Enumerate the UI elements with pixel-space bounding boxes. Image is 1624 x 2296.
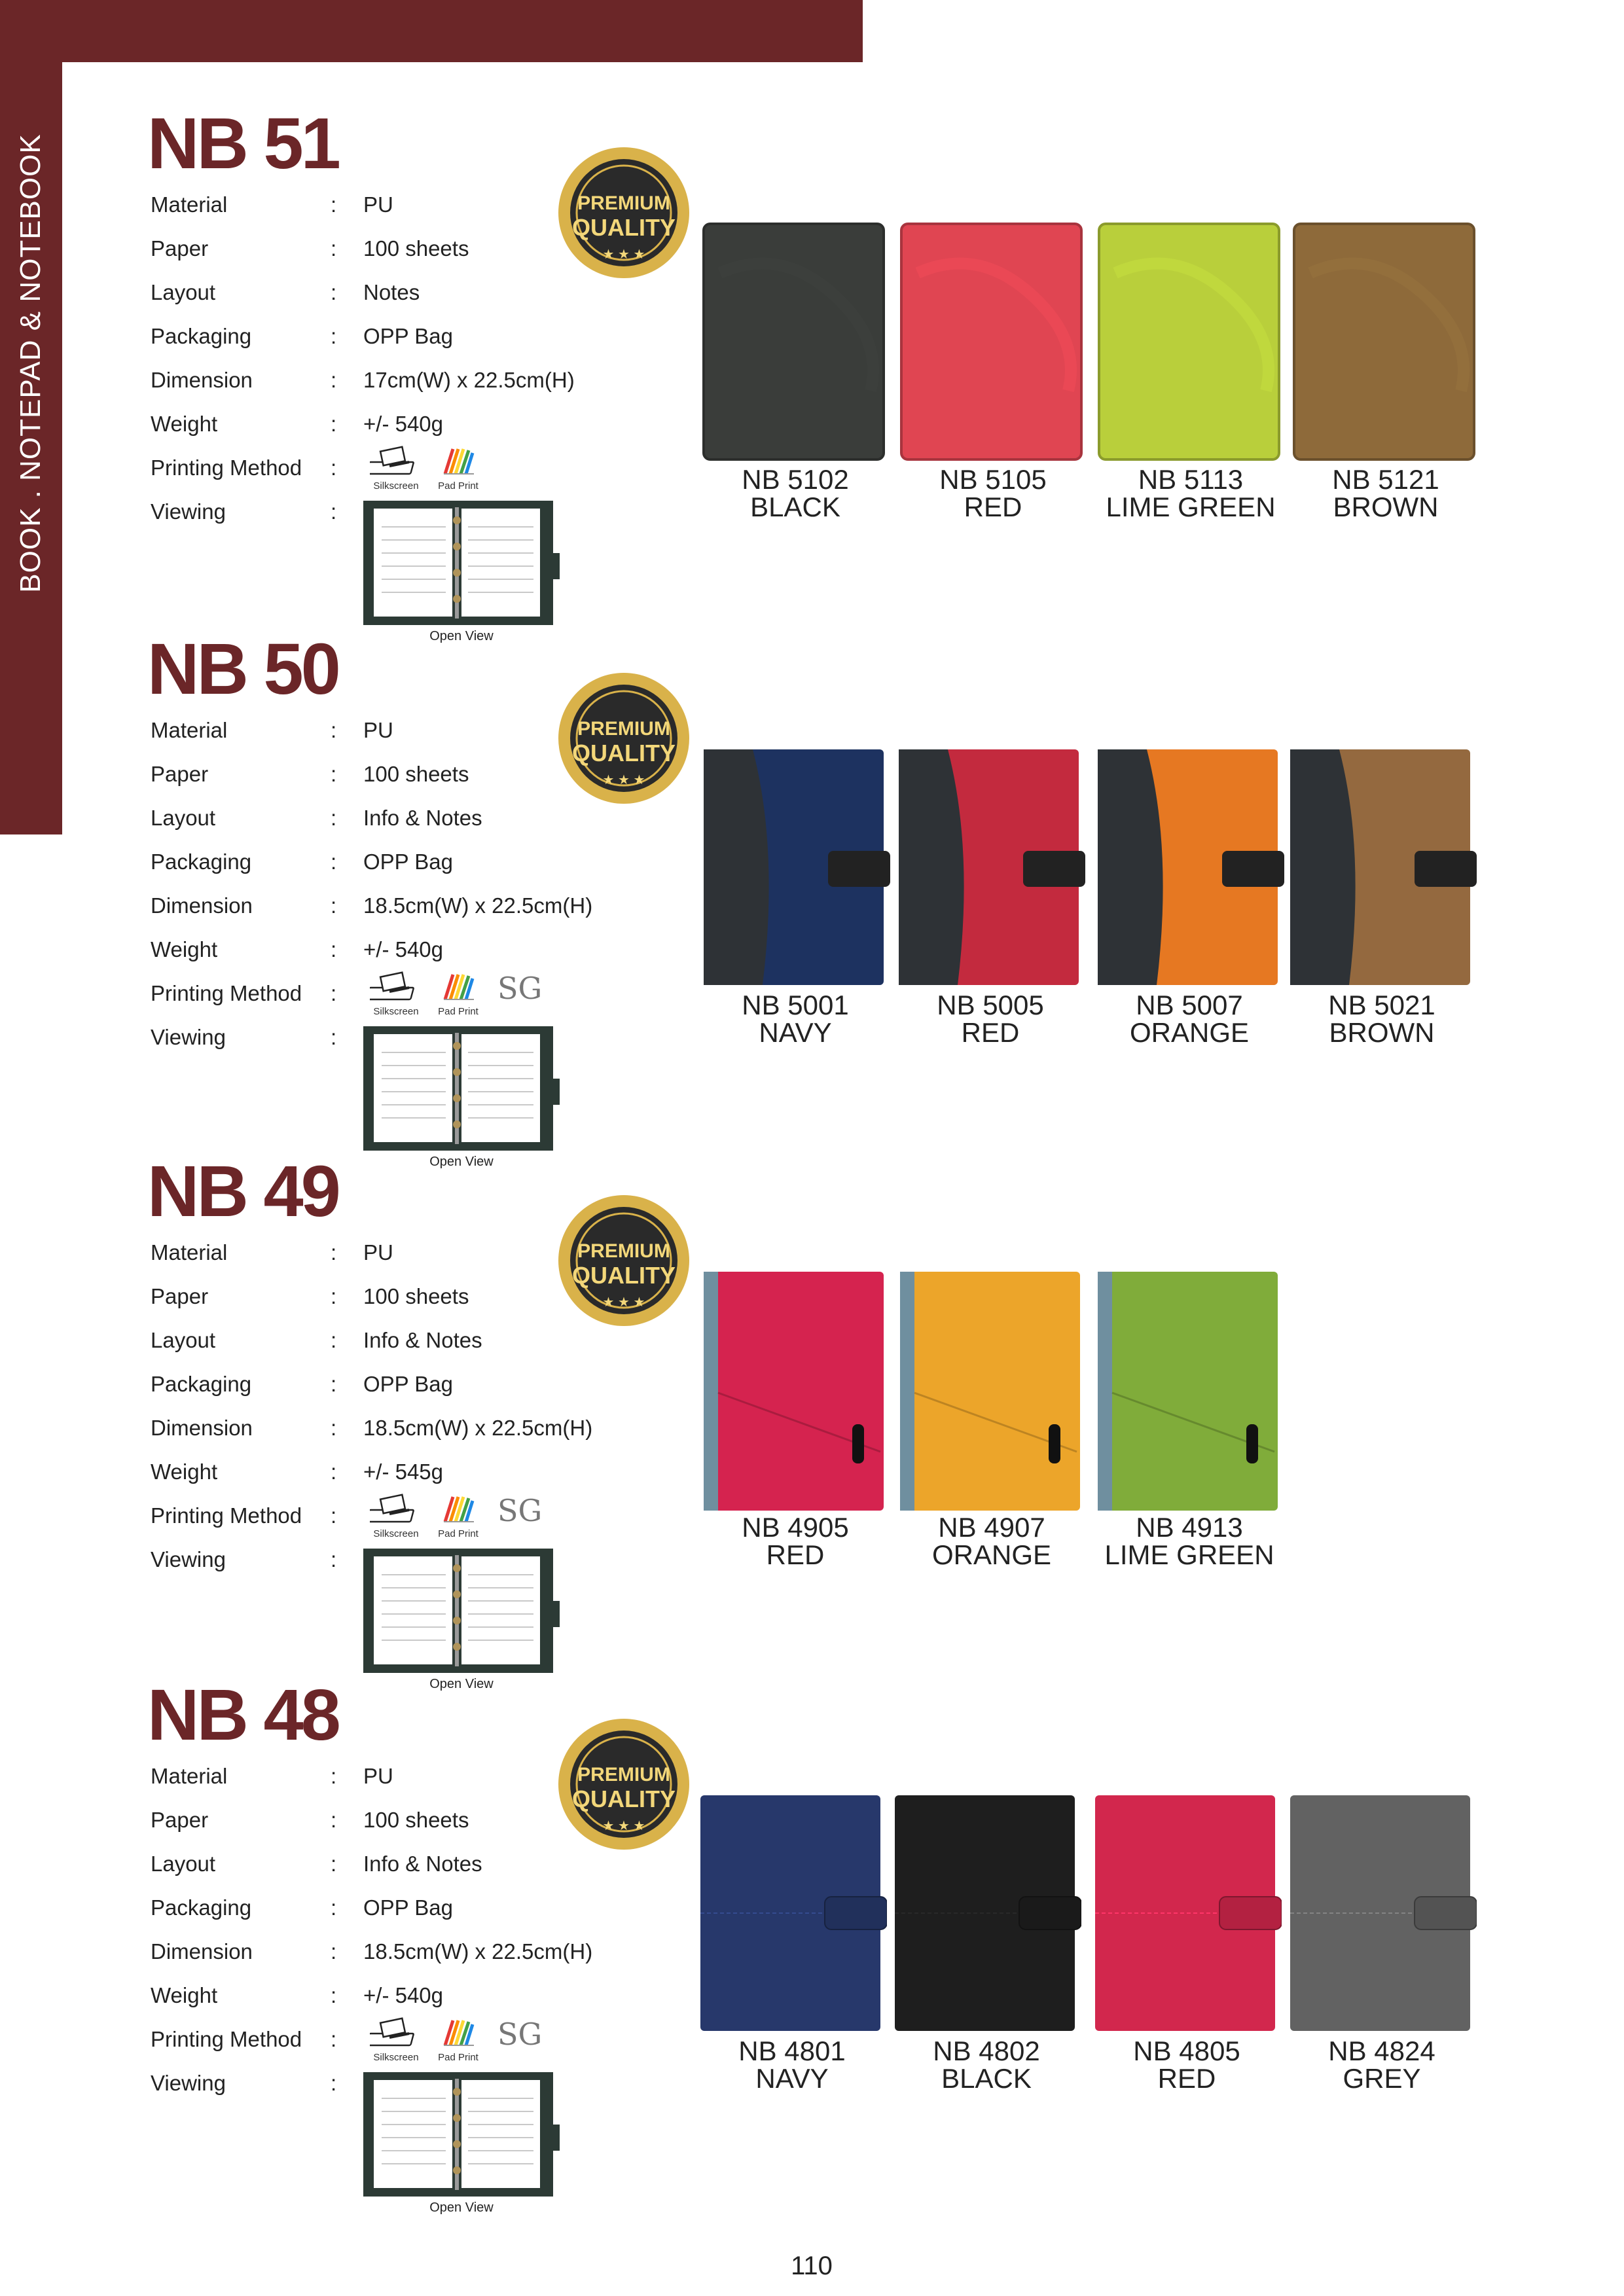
silkscreen-icon	[370, 2017, 422, 2049]
spec-label: Printing Method	[151, 981, 302, 1005]
spec-value: +/- 540g	[363, 937, 444, 961]
spec-colon: :	[331, 1284, 337, 1308]
spec-colon: :	[331, 937, 337, 961]
spec-colon: :	[331, 324, 337, 348]
silkscreen-method	[363, 1493, 429, 1539]
open-view	[363, 1026, 560, 1177]
product-color: NAVY	[755, 2063, 829, 2094]
spec-label: Viewing	[151, 1547, 226, 1571]
pen-loop	[1246, 1424, 1258, 1463]
spec-value: Info & Notes	[363, 1852, 482, 1876]
notebook-cover	[1099, 224, 1279, 459]
product-code: NB 5113	[1138, 464, 1244, 495]
side-tab-label: BOOK . NOTEPAD & NOTEBOOK	[14, 134, 46, 593]
spec-label: Weight	[151, 412, 218, 436]
open-notebook-icon	[363, 1026, 560, 1151]
spec-label: Paper	[151, 1284, 209, 1308]
premium-quality-badge	[549, 1715, 699, 1853]
notebook-image	[1094, 1268, 1284, 1511]
spec-value: 17cm(W) x 22.5cm(H)	[363, 368, 575, 392]
spec-colon: :	[331, 236, 337, 260]
spec-value: OPP Bag	[363, 1372, 453, 1396]
seal-word-premium: PREMIUM	[577, 718, 670, 740]
cover-side-panel	[1290, 749, 1356, 985]
spec-value: +/- 540g	[363, 412, 444, 436]
spec-label: Packaging	[151, 1895, 252, 1920]
spec-label: Printing Method	[151, 1503, 302, 1528]
spec-label: Layout	[151, 806, 216, 830]
spec-colon: :	[331, 1983, 337, 2007]
spec-colon: :	[331, 1852, 337, 1876]
premium-quality-badge	[549, 1192, 699, 1329]
spec-value: Info & Notes	[363, 806, 482, 830]
pad-print-icon	[439, 971, 478, 1003]
spec-value: Notes	[363, 280, 420, 304]
printing-method-icons	[363, 2017, 560, 2069]
sg-mark: SG	[497, 1493, 543, 1528]
product-code: NB 4824	[1328, 2036, 1435, 2066]
notebook-image	[1287, 1792, 1477, 2034]
spec-label: Paper	[151, 1808, 209, 1832]
premium-quality-badge	[549, 144, 699, 281]
cover-spine	[900, 1272, 914, 1511]
product-color: BROWN	[1329, 1017, 1435, 1048]
spec-value: 100 sheets	[363, 1808, 469, 1832]
spec-colon: :	[331, 1240, 337, 1265]
product-color: LIME GREEN	[1106, 492, 1276, 522]
spec-colon: :	[331, 1416, 337, 1440]
model-title: NB 48	[147, 1675, 338, 1755]
cover-spine	[1098, 1272, 1112, 1511]
product-color: NAVY	[759, 1017, 832, 1048]
magnetic-tab	[1023, 851, 1085, 887]
spec-colon: :	[331, 1547, 337, 1571]
open-view-caption: Open View	[429, 1677, 494, 1691]
spec-value: +/- 545g	[363, 1460, 444, 1484]
notebook-image	[700, 746, 890, 988]
product-color: ORANGE	[1129, 1017, 1250, 1048]
spec-colon: :	[331, 1808, 337, 1832]
spec-colon: :	[331, 2071, 337, 2095]
product-code: NB 5001	[742, 990, 849, 1020]
product-color: GREY	[1343, 2063, 1421, 2094]
spec-colon: :	[331, 1764, 337, 1788]
spec-colon: :	[331, 1460, 337, 1484]
magnetic-tab	[1219, 1897, 1282, 1929]
product-code: NB 4907	[938, 1512, 1045, 1543]
product-color: BLACK	[750, 492, 840, 522]
notebook-image	[898, 221, 1088, 463]
silkscreen-icon	[370, 445, 422, 478]
silkscreen-icon	[370, 971, 422, 1003]
spec-value: OPP Bag	[363, 1895, 453, 1920]
spec-colon: :	[331, 981, 337, 1005]
cover-spine	[704, 1272, 718, 1511]
open-notebook-icon	[363, 1549, 560, 1673]
spec-label: Dimension	[151, 1939, 253, 1964]
spec-colon: :	[331, 850, 337, 874]
notebook-image	[1291, 221, 1481, 463]
spec-value: Info & Notes	[363, 1328, 482, 1352]
spec-label: Packaging	[151, 850, 252, 874]
product-code: NB 5021	[1328, 990, 1435, 1020]
seal-word-premium: PREMIUM	[577, 192, 670, 214]
open-notebook-icon	[363, 501, 560, 625]
spec-colon: :	[331, 412, 337, 436]
pen-loop	[852, 1424, 864, 1463]
seal-word-quality: QUALITY	[572, 214, 676, 241]
product-color: RED	[766, 1539, 825, 1570]
spec-value: +/- 540g	[363, 1983, 444, 2007]
spec-colon: :	[331, 2027, 337, 2051]
pad-print-icon	[439, 1493, 478, 1526]
product-color: LIME GREEN	[1104, 1539, 1274, 1570]
seal-word-premium: PREMIUM	[577, 1764, 670, 1785]
spec-label: Viewing	[151, 1025, 226, 1049]
spec-colon: :	[331, 1895, 337, 1920]
spec-colon: :	[331, 499, 337, 524]
seal-word-premium: PREMIUM	[577, 1240, 670, 1262]
premium-quality-seal-icon	[549, 670, 699, 807]
premium-quality-seal-icon	[549, 1715, 699, 1853]
spec-colon: :	[331, 1939, 337, 1964]
silkscreen-icon	[370, 1493, 422, 1526]
silkscreen-caption: Silkscreen	[373, 1528, 419, 1539]
pad-print-method	[425, 2017, 491, 2063]
notebook-image	[1096, 221, 1286, 463]
spec-value: PU	[363, 1240, 393, 1265]
pad-print-icon	[439, 2017, 478, 2049]
notebook-image	[892, 1792, 1081, 2034]
premium-quality-badge	[549, 670, 699, 807]
spec-value: 100 sheets	[363, 1284, 469, 1308]
spec-value: OPP Bag	[363, 850, 453, 874]
spec-colon: :	[331, 1328, 337, 1352]
silkscreen-method	[363, 971, 429, 1017]
pad-print-method	[425, 445, 491, 492]
open-view-caption: Open View	[429, 629, 494, 643]
product-code: NB 5005	[937, 990, 1044, 1020]
magnetic-tab	[825, 1897, 887, 1929]
spec-colon: :	[331, 456, 337, 480]
spec-label: Material	[151, 1764, 228, 1788]
model-title: NB 51	[147, 103, 338, 184]
pad-print-caption: Pad Print	[438, 480, 478, 492]
seal-word-quality: QUALITY	[572, 1262, 676, 1289]
notebook-image	[700, 221, 890, 463]
spec-label: Packaging	[151, 1372, 252, 1396]
magnetic-tab	[1019, 1897, 1081, 1929]
spec-label: Printing Method	[151, 456, 302, 480]
spec-colon: :	[331, 1025, 337, 1049]
magnetic-tab	[1415, 851, 1477, 887]
product-color: RED	[964, 492, 1022, 522]
seal-word-quality: QUALITY	[572, 1785, 676, 1812]
spec-colon: :	[331, 368, 337, 392]
pad-print-caption: Pad Print	[438, 1006, 478, 1017]
pad-print-caption: Pad Print	[438, 2052, 478, 2063]
spec-colon: :	[331, 192, 337, 217]
page-number: 110	[791, 2251, 833, 2280]
magnetic-tab	[828, 851, 890, 887]
printing-method-icons	[363, 1493, 560, 1545]
spec-value: 18.5cm(W) x 22.5cm(H)	[363, 1416, 593, 1440]
top-banner	[0, 0, 863, 62]
product-code: NB 5007	[1136, 990, 1243, 1020]
premium-quality-seal-icon	[549, 144, 699, 281]
seal-word-quality: QUALITY	[572, 740, 676, 766]
spec-label: Layout	[151, 1328, 216, 1352]
product-code: NB 4805	[1133, 2036, 1240, 2066]
spec-value: 100 sheets	[363, 236, 469, 260]
spec-label: Material	[151, 718, 228, 742]
seal-stars-icon: ★ ★ ★	[602, 1295, 645, 1310]
spec-colon: :	[331, 762, 337, 786]
printing-method-icons	[363, 971, 560, 1023]
seal-stars-icon: ★ ★ ★	[602, 773, 645, 787]
seal-stars-icon: ★ ★ ★	[602, 247, 645, 262]
product-code: NB 4802	[933, 2036, 1040, 2066]
notebook-image	[1287, 746, 1477, 988]
spec-label: Dimension	[151, 1416, 253, 1440]
open-view-caption: Open View	[429, 1155, 494, 1169]
spec-value: 18.5cm(W) x 22.5cm(H)	[363, 893, 593, 918]
open-view	[363, 501, 560, 651]
spec-value: 18.5cm(W) x 22.5cm(H)	[363, 1939, 593, 1964]
silkscreen-caption: Silkscreen	[373, 1006, 419, 1017]
open-view	[363, 1549, 560, 1699]
spec-label: Material	[151, 1240, 228, 1265]
spec-value: 100 sheets	[363, 762, 469, 786]
section-nb-50	[0, 629, 1624, 1169]
pad-print-method	[425, 971, 491, 1017]
spec-label: Printing Method	[151, 2027, 302, 2051]
spec-label: Layout	[151, 1852, 216, 1876]
spec-value: PU	[363, 1764, 393, 1788]
section-nb-51	[0, 103, 1624, 643]
magnetic-tab	[1222, 851, 1284, 887]
notebook-cover	[1098, 1272, 1278, 1511]
model-title: NB 49	[147, 1151, 338, 1232]
open-view	[363, 2072, 560, 2223]
notebook-image	[1092, 1792, 1282, 2034]
open-notebook-icon	[363, 2072, 560, 2197]
spec-colon: :	[331, 1503, 337, 1528]
product-color: RED	[1157, 2063, 1216, 2094]
premium-quality-seal-icon	[549, 1192, 699, 1329]
spec-label: Dimension	[151, 893, 253, 918]
silkscreen-method	[363, 445, 429, 492]
product-code: NB 5102	[742, 464, 849, 495]
product-color: BROWN	[1333, 492, 1439, 522]
notebook-cover	[1294, 224, 1474, 459]
notebook-image	[897, 1268, 1087, 1511]
product-code: NB 5121	[1332, 464, 1439, 495]
magnetic-tab	[1415, 1897, 1477, 1929]
spec-value: OPP Bag	[363, 324, 453, 348]
notebook-cover	[704, 1272, 884, 1511]
model-title: NB 50	[147, 629, 338, 709]
spec-label: Paper	[151, 236, 209, 260]
pen-loop	[1049, 1424, 1060, 1463]
spec-value: PU	[363, 718, 393, 742]
spec-colon: :	[331, 1372, 337, 1396]
product-color: RED	[961, 1017, 1020, 1048]
product-code: NB 4905	[742, 1512, 849, 1543]
spec-value: PU	[363, 192, 393, 217]
sg-mark: SG	[497, 971, 543, 1006]
printing-method-icons	[363, 445, 560, 497]
spec-label: Weight	[151, 1983, 218, 2007]
spec-label: Paper	[151, 762, 209, 786]
cover-side-panel	[704, 749, 769, 985]
spec-label: Material	[151, 192, 228, 217]
product-color: ORANGE	[931, 1539, 1052, 1570]
spec-label: Dimension	[151, 368, 253, 392]
spec-colon: :	[331, 280, 337, 304]
spec-colon: :	[331, 893, 337, 918]
seal-stars-icon: ★ ★ ★	[602, 1819, 645, 1833]
notebook-image	[700, 1268, 890, 1511]
spec-label: Viewing	[151, 2071, 226, 2095]
notebook-cover	[900, 1272, 1080, 1511]
sg-mark: SG	[497, 2017, 543, 2052]
cover-side-panel	[1098, 749, 1163, 985]
notebook-image	[697, 1792, 887, 2034]
pad-print-caption: Pad Print	[438, 1528, 478, 1539]
silkscreen-caption: Silkscreen	[373, 480, 419, 492]
spec-label: Packaging	[151, 324, 252, 348]
silkscreen-caption: Silkscreen	[373, 2052, 419, 2063]
pad-print-icon	[439, 445, 478, 478]
spec-label: Layout	[151, 280, 216, 304]
open-view-caption: Open View	[429, 2200, 494, 2215]
product-code: NB 4801	[738, 2036, 846, 2066]
product-code: NB 4913	[1136, 1512, 1243, 1543]
spec-label: Viewing	[151, 499, 226, 524]
section-nb-49	[0, 1151, 1624, 1691]
notebook-image	[895, 746, 1085, 988]
cover-side-panel	[899, 749, 964, 985]
product-code: NB 5105	[939, 464, 1047, 495]
spec-colon: :	[331, 806, 337, 830]
pad-print-method	[425, 1493, 491, 1539]
silkscreen-method	[363, 2017, 429, 2063]
spec-label: Weight	[151, 937, 218, 961]
product-color: BLACK	[941, 2063, 1032, 2094]
notebook-image	[1094, 746, 1284, 988]
notebook-cover	[901, 224, 1081, 459]
spec-colon: :	[331, 718, 337, 742]
spec-label: Weight	[151, 1460, 218, 1484]
section-nb-48	[0, 1675, 1624, 2215]
notebook-cover	[704, 224, 884, 459]
